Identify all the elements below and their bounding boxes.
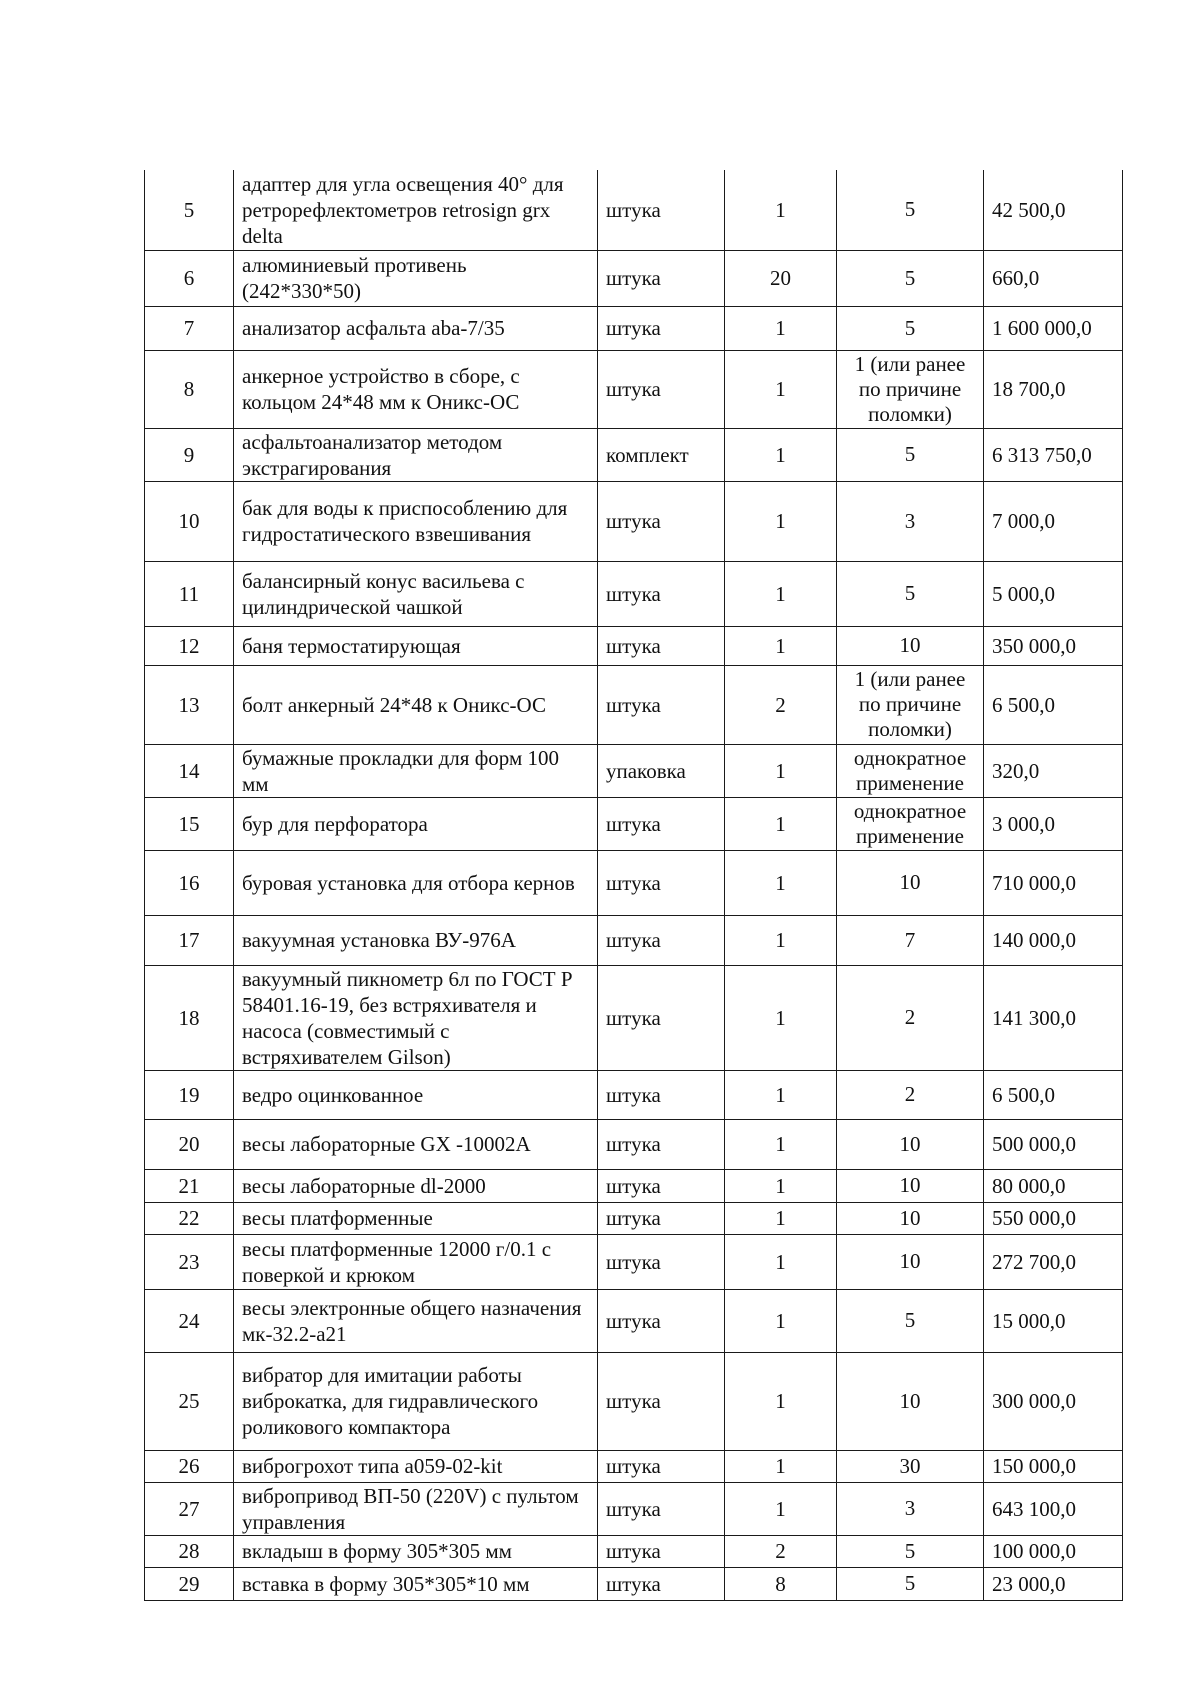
- item-service-life: 5: [837, 306, 984, 350]
- item-unit: штука: [598, 1289, 725, 1352]
- item-unit: штука: [598, 1450, 725, 1482]
- item-name: бумажные прокладки для форм 100 мм: [234, 744, 598, 797]
- item-unit: штука: [598, 1119, 725, 1169]
- item-service-life: 10: [837, 1352, 984, 1450]
- item-service-life: 10: [837, 1234, 984, 1289]
- item-name: весы электронные общего назначения мк-32.2-а21: [234, 1289, 598, 1352]
- item-name: вкладыш в форму 305*305 мм: [234, 1535, 598, 1567]
- item-price: 643 100,0: [984, 1482, 1123, 1535]
- item-unit: штука: [598, 250, 725, 306]
- table-row: [145, 561, 1123, 626]
- row-number: 28: [145, 1535, 234, 1567]
- item-service-life: 10: [837, 850, 984, 915]
- item-service-life: 5: [837, 428, 984, 481]
- item-name: вакуумная установка ВУ-976А: [234, 915, 598, 965]
- table-row: [145, 428, 1123, 481]
- row-number: 11: [145, 561, 234, 626]
- row-number: 13: [145, 665, 234, 744]
- table-row: [145, 1202, 1123, 1234]
- row-number: 5: [145, 170, 234, 250]
- item-service-life: 3: [837, 481, 984, 561]
- item-unit: штука: [598, 626, 725, 665]
- item-unit: штука: [598, 350, 725, 428]
- item-service-life: 5: [837, 561, 984, 626]
- row-number: 10: [145, 481, 234, 561]
- table-row: [145, 1567, 1123, 1600]
- table-row: [145, 626, 1123, 665]
- item-price: 80 000,0: [984, 1169, 1123, 1202]
- row-number: 19: [145, 1070, 234, 1119]
- table-row: [145, 850, 1123, 915]
- item-unit: штука: [598, 1535, 725, 1567]
- item-price: 7 000,0: [984, 481, 1123, 561]
- item-quantity: 1: [725, 1234, 837, 1289]
- item-price: 272 700,0: [984, 1234, 1123, 1289]
- equipment-table-body: [145, 170, 1123, 1600]
- item-service-life: 5: [837, 170, 984, 250]
- table-row: [145, 1482, 1123, 1535]
- row-number: 14: [145, 744, 234, 797]
- table-row: [145, 306, 1123, 350]
- item-unit: штука: [598, 850, 725, 915]
- item-price: 320,0: [984, 744, 1123, 797]
- table-row: [145, 1535, 1123, 1567]
- item-price: 710 000,0: [984, 850, 1123, 915]
- item-name: вакуумный пикнометр 6л по ГОСТ Р 58401.16-19, без встряхивателя и насоса (совместимый с встряхивателем Gilson): [234, 965, 598, 1070]
- item-quantity: 1: [725, 1070, 837, 1119]
- item-name: весы платформенные: [234, 1202, 598, 1234]
- item-service-life: 10: [837, 626, 984, 665]
- item-name: весы платформенные 12000 г/0.1 с поверкой и крюком: [234, 1234, 598, 1289]
- item-unit: штука: [598, 1482, 725, 1535]
- item-name: бур для перфоратора: [234, 797, 598, 850]
- item-price: 5 000,0: [984, 561, 1123, 626]
- row-number: 8: [145, 350, 234, 428]
- item-service-life: 5: [837, 1567, 984, 1600]
- item-quantity: 1: [725, 744, 837, 797]
- item-price: 140 000,0: [984, 915, 1123, 965]
- item-service-life: 1 (или ранее по причине поломки): [837, 665, 984, 744]
- item-quantity: 1: [725, 1119, 837, 1169]
- row-number: 23: [145, 1234, 234, 1289]
- item-price: 15 000,0: [984, 1289, 1123, 1352]
- item-quantity: 1: [725, 1450, 837, 1482]
- item-unit: штука: [598, 1070, 725, 1119]
- row-number: 29: [145, 1567, 234, 1600]
- equipment-table: [144, 170, 1123, 1601]
- item-service-life: 3: [837, 1482, 984, 1535]
- item-price: 6 313 750,0: [984, 428, 1123, 481]
- item-service-life: 10: [837, 1202, 984, 1234]
- table-row: [145, 1119, 1123, 1169]
- item-price: 100 000,0: [984, 1535, 1123, 1567]
- item-quantity: 1: [725, 965, 837, 1070]
- item-name: весы лабораторные GX -10002A: [234, 1119, 598, 1169]
- item-name: алюминиевый противень (242*330*50): [234, 250, 598, 306]
- item-unit: штука: [598, 1567, 725, 1600]
- item-quantity: 1: [725, 1352, 837, 1450]
- item-service-life: однократное применение: [837, 797, 984, 850]
- item-name: вставка в форму 305*305*10 мм: [234, 1567, 598, 1600]
- item-service-life: 10: [837, 1169, 984, 1202]
- item-price: 550 000,0: [984, 1202, 1123, 1234]
- item-name: весы лабораторные dl-2000: [234, 1169, 598, 1202]
- item-service-life: 5: [837, 1535, 984, 1567]
- item-name: баня термостатирующая: [234, 626, 598, 665]
- table-row: [145, 250, 1123, 306]
- item-quantity: 1: [725, 626, 837, 665]
- item-name: балансирный конус васильева с цилиндрической чашкой: [234, 561, 598, 626]
- row-number: 6: [145, 250, 234, 306]
- item-name: вибропривод ВП-50 (220V) с пультом управления: [234, 1482, 598, 1535]
- item-service-life: 2: [837, 965, 984, 1070]
- item-name: адаптер для угла освещения 40° для ретрорефлектометров retrosign grx delta: [234, 170, 598, 250]
- item-price: 6 500,0: [984, 1070, 1123, 1119]
- item-service-life: 5: [837, 250, 984, 306]
- item-service-life: однократное применение: [837, 744, 984, 797]
- item-quantity: 1: [725, 797, 837, 850]
- table-row: [145, 665, 1123, 744]
- item-unit: штука: [598, 1169, 725, 1202]
- item-price: 300 000,0: [984, 1352, 1123, 1450]
- item-unit: штука: [598, 561, 725, 626]
- item-quantity: 1: [725, 1169, 837, 1202]
- row-number: 25: [145, 1352, 234, 1450]
- row-number: 12: [145, 626, 234, 665]
- item-name: анкерное устройство в сборе, с кольцом 24*48 мм к Оникс-ОС: [234, 350, 598, 428]
- item-service-life: 1 (или ранее по причине поломки): [837, 350, 984, 428]
- item-name: анализатор асфальта aba-7/35: [234, 306, 598, 350]
- item-unit: штука: [598, 170, 725, 250]
- item-name: вибратор для имитации работы виброкатка, для гидравлического роликового компактора: [234, 1352, 598, 1450]
- item-quantity: 1: [725, 850, 837, 915]
- row-number: 18: [145, 965, 234, 1070]
- row-number: 16: [145, 850, 234, 915]
- row-number: 17: [145, 915, 234, 965]
- item-quantity: 1: [725, 1289, 837, 1352]
- item-quantity: 1: [725, 481, 837, 561]
- item-price: 660,0: [984, 250, 1123, 306]
- item-price: 18 700,0: [984, 350, 1123, 428]
- item-unit: штука: [598, 797, 725, 850]
- row-number: 15: [145, 797, 234, 850]
- table-row: [145, 1070, 1123, 1119]
- item-unit: штука: [598, 1352, 725, 1450]
- item-service-life: 5: [837, 1289, 984, 1352]
- item-name: болт анкерный 24*48 к Оникс-ОС: [234, 665, 598, 744]
- item-quantity: 1: [725, 561, 837, 626]
- item-quantity: 1: [725, 915, 837, 965]
- table-row: [145, 170, 1123, 250]
- item-price: 1 600 000,0: [984, 306, 1123, 350]
- item-unit: штука: [598, 1234, 725, 1289]
- row-number: 27: [145, 1482, 234, 1535]
- row-number: 24: [145, 1289, 234, 1352]
- item-quantity: 2: [725, 665, 837, 744]
- item-price: 42 500,0: [984, 170, 1123, 250]
- row-number: 22: [145, 1202, 234, 1234]
- item-quantity: 1: [725, 306, 837, 350]
- item-service-life: 30: [837, 1450, 984, 1482]
- item-quantity: 1: [725, 1202, 837, 1234]
- item-name: ведро оцинкованное: [234, 1070, 598, 1119]
- item-price: 500 000,0: [984, 1119, 1123, 1169]
- item-price: 3 000,0: [984, 797, 1123, 850]
- item-name: бак для воды к приспособлению для гидростатического взвешивания: [234, 481, 598, 561]
- item-price: 350 000,0: [984, 626, 1123, 665]
- item-unit: штука: [598, 481, 725, 561]
- item-quantity: 1: [725, 1482, 837, 1535]
- item-name: виброгрохот типа а059-02-kit: [234, 1450, 598, 1482]
- item-quantity: 8: [725, 1567, 837, 1600]
- item-price: 23 000,0: [984, 1567, 1123, 1600]
- item-quantity: 20: [725, 250, 837, 306]
- table-row: [145, 1234, 1123, 1289]
- item-price: 150 000,0: [984, 1450, 1123, 1482]
- item-quantity: 2: [725, 1535, 837, 1567]
- item-service-life: 10: [837, 1119, 984, 1169]
- table-row: [145, 965, 1123, 1070]
- table-row: [145, 1450, 1123, 1482]
- item-name: асфальтоанализатор методом экстрагирования: [234, 428, 598, 481]
- item-service-life: 7: [837, 915, 984, 965]
- row-number: 26: [145, 1450, 234, 1482]
- item-quantity: 1: [725, 350, 837, 428]
- table-row: [145, 744, 1123, 797]
- item-unit: штука: [598, 915, 725, 965]
- item-unit: комплект: [598, 428, 725, 481]
- row-number: 20: [145, 1119, 234, 1169]
- item-unit: упаковка: [598, 744, 725, 797]
- row-number: 7: [145, 306, 234, 350]
- table-row: [145, 797, 1123, 850]
- table-row: [145, 915, 1123, 965]
- table-row: [145, 1289, 1123, 1352]
- item-unit: штука: [598, 1202, 725, 1234]
- item-price: 6 500,0: [984, 665, 1123, 744]
- row-number: 9: [145, 428, 234, 481]
- item-service-life: 2: [837, 1070, 984, 1119]
- table-row: [145, 1352, 1123, 1450]
- row-number: 21: [145, 1169, 234, 1202]
- item-unit: штука: [598, 665, 725, 744]
- table-row: [145, 350, 1123, 428]
- table-row: [145, 1169, 1123, 1202]
- item-name: буровая установка для отбора кернов: [234, 850, 598, 915]
- item-unit: штука: [598, 965, 725, 1070]
- item-unit: штука: [598, 306, 725, 350]
- item-price: 141 300,0: [984, 965, 1123, 1070]
- item-quantity: 1: [725, 428, 837, 481]
- item-quantity: 1: [725, 170, 837, 250]
- table-row: [145, 481, 1123, 561]
